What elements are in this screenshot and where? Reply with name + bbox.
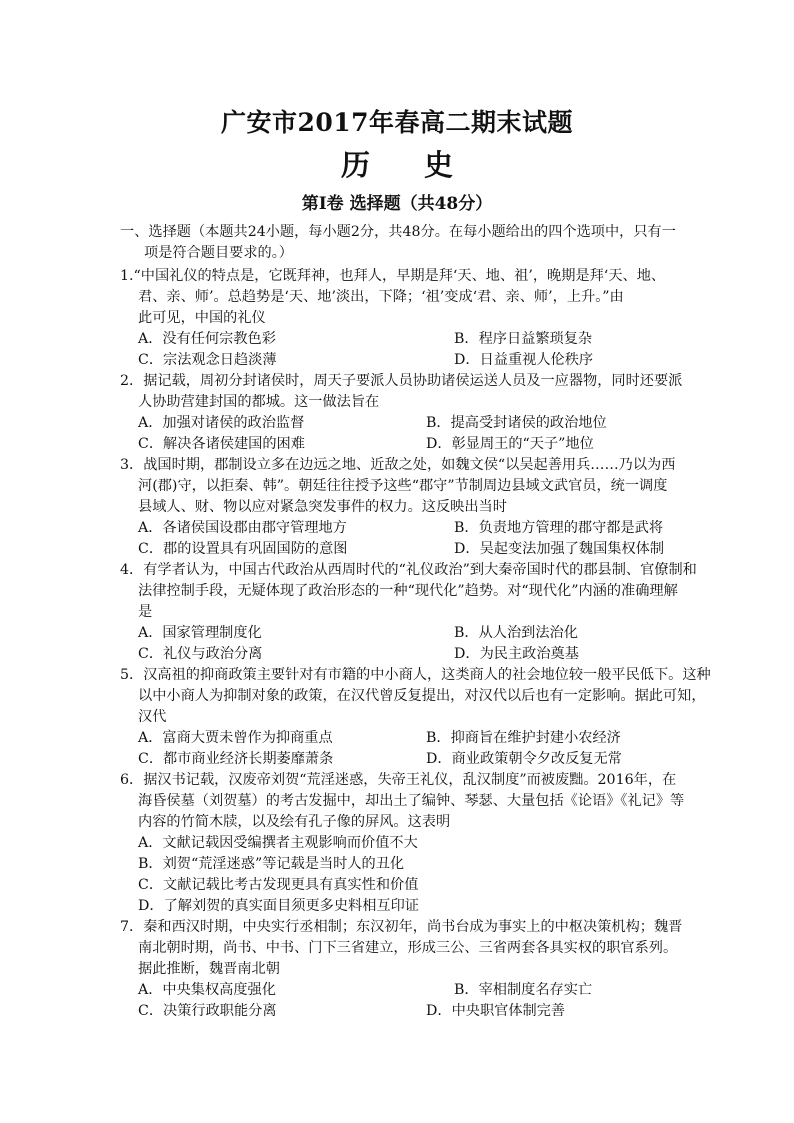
answer-option[interactable]: C．决策行政职能分离	[138, 1003, 277, 1019]
answer-option[interactable]: B．抑商旨在维护封建小农经济	[426, 730, 621, 746]
answer-option[interactable]: D．吴起变法加强了魏国集权体制	[454, 541, 665, 557]
question-stem-line: 据此推断，魏晋南北朝	[138, 961, 280, 977]
answer-option[interactable]: D．为民主政治奠基	[454, 646, 579, 662]
answer-option[interactable]: C．文献记载比考古发现更具有真实性和价值	[138, 877, 419, 893]
subject-title: 历 史	[340, 148, 476, 182]
question-stem-line: 3．战国时期，郡制设立多在边远之地、近敌之处，如魏文侯“以吴起善用兵……乃以为西	[120, 457, 676, 473]
question-stem-line: 4．有学者认为，中国古代政治从西周时代的“礼仪政治”到大秦帝国时代的郡县制、官僚制和	[120, 562, 697, 578]
question-stem-line: 7．秦和西汉时期，中央实行丞相制；东汉初年，尚书台成为事实上的中枢决策机构；魏晋	[120, 919, 683, 935]
answer-option[interactable]: D．彰显周王的“天子”地位	[426, 436, 594, 452]
answer-option[interactable]: C．都市商业经济长期萎靡萧条	[138, 751, 334, 767]
question-stem-line: 南北朝时期，尚书、中书、门下三省建立，形成三公、三省两套各具实权的职官系列。	[138, 940, 678, 956]
answer-option[interactable]: A．富商大贾未曾作为抑商重点	[138, 730, 333, 746]
question-stem-line: 以中小商人为抑制对象的政策，在汉代曾反复提出，对汉代以后也有一定影响。据此可知，	[138, 688, 706, 704]
answer-option[interactable]: B．刘贺“荒淫迷惑”等记载是当时人的丑化	[138, 856, 405, 872]
question-stem-line: 此可见，中国的礼仪	[138, 310, 266, 326]
question-stem-line: 汉代	[138, 709, 167, 725]
question-stem-line: 县域人、财、物以应对紧急突发事件的权力。这反映出当时	[138, 499, 507, 515]
question-stem-line: 河(郡)守，以拒秦、韩”。朝廷往往授予这些“郡守”节制周边县域文武官员，统一调度	[138, 478, 668, 494]
answer-option[interactable]: A．没有任何宗教色彩	[138, 331, 276, 347]
section-instruction: 一、选择题（本题共24小题，每小题2分，共48分。在每小题给出的四个选项中，只有一	[120, 224, 676, 240]
answer-option[interactable]: A．国家管理制度化	[138, 625, 262, 641]
answer-option[interactable]: B．负责地方管理的郡守都是武将	[454, 520, 664, 536]
question-stem-line: 6．据汉书记载，汉废帝刘贺“荒淫迷惑，失帝王礼仪，乱汉制度”而被废黜。2016年，在	[120, 772, 677, 788]
question-stem-line: 人协助营建封国的都城。这一做法旨在	[138, 394, 380, 410]
question-stem-line: 1.“中国礼仪的特点是，它既拜神，也拜人，早期是拜‘天、地、祖’，晚期是拜‘天、地、	[120, 268, 666, 284]
answer-option[interactable]: A．各诸侯国设郡由郡守管理地方	[138, 520, 347, 536]
question-stem-line: 君、亲、师’。总趋势是‘天、地’淡出，下降；‘祖’变成‘君、亲、师’，上升。”由	[138, 289, 624, 305]
answer-option[interactable]: D．商业政策朝令夕改反复无常	[426, 751, 622, 767]
question-stem-line: 2．据记载，周初分封诸侯时，周天子要派人员协助诸侯运送人员及一应器物，同时还要派	[120, 373, 683, 389]
answer-option[interactable]: A．加强对诸侯的政治监督	[138, 415, 305, 431]
answer-option[interactable]: C．宗法观念日趋淡薄	[138, 352, 277, 368]
exam-title: 广安市2017年春高二期末试题	[220, 108, 574, 137]
answer-option[interactable]: C．郡的设置具有巩固国防的意图	[138, 541, 348, 557]
answer-option[interactable]: D．日益重视人伦秩序	[454, 352, 594, 368]
section-instruction: 项是符合题目要求的。）	[144, 245, 293, 261]
answer-option[interactable]: C．礼仪与政治分离	[138, 646, 263, 662]
answer-option[interactable]: B．提高受封诸侯的政治地位	[426, 415, 607, 431]
question-stem-line: 法律控制手段，无疑体现了政治形态的一种“现代化”趋势。对“现代化”内涵的准确理解	[138, 583, 678, 599]
question-stem-line: 是	[138, 604, 153, 620]
answer-option[interactable]: B．从人治到法治化	[454, 625, 578, 641]
answer-option[interactable]: D．了解刘贺的真实面目须更多史料相互印证	[138, 898, 419, 914]
question-stem-line: 海昏侯墓（刘贺墓）的考古发掘中，却出土了编钟、琴瑟、大量包括《论语》《礼记》等	[138, 793, 685, 809]
question-stem-line: 5．汉高祖的抑商政策主要针对有市籍的中小商人，这类商人的社会地位较一般平民低下。这种	[120, 667, 711, 683]
answer-option[interactable]: B．宰相制度名存实亡	[454, 982, 593, 998]
answer-option[interactable]: A．文献记载因受编撰者主观影响而价值不大	[138, 835, 418, 851]
answer-option[interactable]: B．程序日益繁琐复杂	[454, 331, 593, 347]
question-stem-line: 内容的竹简木牍，以及绘有孔子像的屏风。这表明	[138, 814, 451, 830]
answer-option[interactable]: A．中央集权高度强化	[138, 982, 276, 998]
answer-option[interactable]: D．中央职官体制完善	[426, 1003, 566, 1019]
answer-option[interactable]: C．解决各诸侯建国的困难	[138, 436, 305, 452]
part-heading: 第Ⅰ卷 选择题（共48分）	[301, 194, 493, 214]
